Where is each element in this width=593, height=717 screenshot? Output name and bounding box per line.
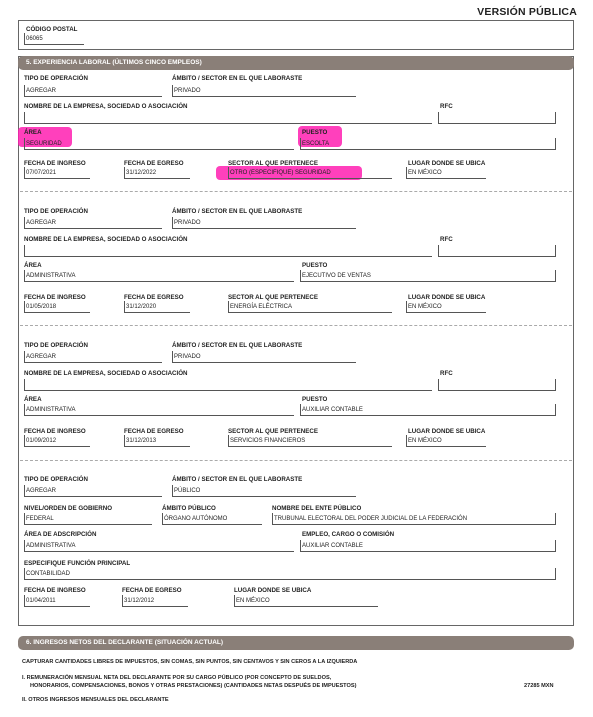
job2-area-label: ÁREA <box>24 262 42 269</box>
job1-ambito-label: ÁMBITO / SECTOR EN EL QUE LABORASTE <box>172 75 303 82</box>
job4-egreso-label: FECHA DE EGRESO <box>122 587 182 594</box>
job2-ambito-value: PRIVADO <box>174 220 201 226</box>
job1-sector-value: OTRO (ESPECIFIQUE) SEGURIDAD <box>230 170 331 176</box>
job1-empresa-label: NOMBRE DE LA EMPRESA, SOCIEDAD O ASOCIACIÓN <box>24 103 188 110</box>
job1-egreso-label: FECHA DE EGRESO <box>124 160 184 167</box>
job4-lugar-label: LUGAR DONDE SE UBICA <box>234 587 312 594</box>
job3-ambito-label: ÁMBITO / SECTOR EN EL QUE LABORASTE <box>172 342 303 349</box>
job4-ambito-label: ÁMBITO / SECTOR EN EL QUE LABORASTE <box>172 476 303 483</box>
job4-nivel-value: FEDERAL <box>26 516 54 522</box>
job3-sector-value: SERVICIOS FINANCIEROS <box>230 438 306 444</box>
job4-funcion-field[interactable] <box>24 568 556 580</box>
job4-funcion-label: ESPECIFIQUE FUNCIÓN PRINCIPAL <box>24 560 131 567</box>
job3-ingreso-value: 01/09/2012 <box>26 438 57 444</box>
job4-nivel-label: NIVEL/ORDEN DE GOBIERNO <box>24 505 113 512</box>
job1-ingreso-value: 07/07/2021 <box>26 170 57 176</box>
version-publica-label: VERSIÓN PÚBLICA <box>477 6 577 18</box>
job3-lugar-label: LUGAR DONDE SE UBICA <box>408 428 486 435</box>
section6-item1-line2: HONORARIOS, COMPENSACIONES, BONOS Y OTRAS PRESTACIONES) (CANTIDADES NETAS DESPUÉS DE IMPUESTOS) <box>30 683 357 689</box>
job2-rfc-label: RFC <box>440 236 453 243</box>
job2-lugar-label: LUGAR DONDE SE UBICA <box>408 294 486 301</box>
job4-lugar-value: EN MÉXICO <box>236 598 270 604</box>
job2-area-value: ADMINISTRATIVA <box>26 273 76 279</box>
job3-egreso-label: FECHA DE EGRESO <box>124 428 184 435</box>
job3-ingreso-label: FECHA DE INGRESO <box>24 428 86 435</box>
job1-area-label: ÁREA <box>24 129 42 136</box>
job4-ente-label: NOMBRE DEL ENTE PÚBLICO <box>272 505 362 512</box>
section6-item2: II. OTROS INGRESOS MENSUALES DEL DECLARANTE <box>22 697 169 703</box>
job-separator <box>20 460 572 461</box>
job4-tipo-label: TIPO DE OPERACIÓN <box>24 476 88 483</box>
job1-rfc-field[interactable] <box>438 112 556 124</box>
job3-area-label: ÁREA <box>24 396 42 403</box>
job2-sector-label: SECTOR AL QUE PERTENECE <box>228 294 318 301</box>
job1-empresa-field[interactable] <box>24 112 432 124</box>
job1-ambito-value: PRIVADO <box>174 88 201 94</box>
job1-lugar-value: EN MÉXICO <box>408 170 442 176</box>
job1-lugar-label: LUGAR DONDE SE UBICA <box>408 160 486 167</box>
job4-tipo-value: AGREGAR <box>26 488 57 494</box>
job3-puesto-label: PUESTO <box>302 396 328 403</box>
job1-tipo-value: AGREGAR <box>26 88 57 94</box>
job1-area-value: SEGURIDAD <box>26 141 62 147</box>
postal-code-label: CÓDIGO POSTAL <box>26 26 78 33</box>
job3-lugar-value: EN MÉXICO <box>408 438 442 444</box>
job4-adscripcion-label: ÁREA DE ADSCRIPCIÓN <box>24 531 97 538</box>
job1-puesto-label: PUESTO <box>302 129 328 136</box>
job1-tipo-label: TIPO DE OPERACIÓN <box>24 75 88 82</box>
job2-puesto-label: PUESTO <box>302 262 328 269</box>
job2-egreso-value: 31/12/2020 <box>126 304 157 310</box>
job2-tipo-label: TIPO DE OPERACIÓN <box>24 208 88 215</box>
job3-tipo-label: TIPO DE OPERACIÓN <box>24 342 88 349</box>
job2-puesto-value: EJECUTIVO DE VENTAS <box>302 273 371 279</box>
section6-item1-line1: I. REMUNERACIÓN MENSUAL NETA DEL DECLARANTE POR SU CARGO PÚBLICO (POR CONCEPTO DE SUELDOS, <box>22 675 332 681</box>
job3-egreso-value: 31/12/2013 <box>126 438 157 444</box>
job4-empleo-value: AUXILIAR CONTABLE <box>302 543 363 549</box>
job4-ente-value: TRUBUNAL ELECTORAL DEL PODER JUDICIAL DE LA FEDERACIÓN <box>274 516 468 522</box>
job2-egreso-label: FECHA DE EGRESO <box>124 294 184 301</box>
postal-code-frame <box>18 20 574 50</box>
job1-sector-label: SECTOR AL QUE PERTENECE <box>228 160 318 167</box>
job4-ingreso-value: 01/04/2011 <box>26 598 56 604</box>
job4-empleo-label: EMPLEO, CARGO O COMISIÓN <box>302 531 395 538</box>
job4-ambito-value: PÚBLICO <box>174 488 201 494</box>
job4-adscripcion-value: ADMINISTRATIVA <box>26 543 76 549</box>
job2-empresa-field[interactable] <box>24 245 432 257</box>
job1-puesto-value: ESCOLTA <box>302 141 330 147</box>
job-separator <box>20 191 572 192</box>
job3-puesto-value: AUXILIAR CONTABLE <box>302 407 363 413</box>
job4-ambito-publico-value: ÓRGANO AUTÓNOMO <box>164 516 228 522</box>
job2-ingreso-value: 01/05/2018 <box>26 304 57 310</box>
job2-rfc-field[interactable] <box>438 245 556 257</box>
job4-ambito-publico-label: ÁMBITO PÚBLICO <box>162 505 216 512</box>
job2-tipo-value: AGREGAR <box>26 220 57 226</box>
section6-note: CAPTURAR CANTIDADES LIBRES DE IMPUESTOS, SIN COMAS, SIN PUNTOS, SIN CENTAVOS Y SIN CEROS A LA IZQUIERDA <box>22 659 358 665</box>
job3-area-value: ADMINISTRATIVA <box>26 407 76 413</box>
job-separator <box>20 325 572 326</box>
job4-ingreso-label: FECHA DE INGRESO <box>24 587 86 594</box>
section5-header: 5. EXPERIENCIA LABORAL (ÚLTIMOS CINCO EMPLEOS) <box>18 56 574 70</box>
job4-egreso-value: 31/12/2012 <box>124 598 155 604</box>
postal-code-value: 06065 <box>26 36 43 42</box>
job3-empresa-field[interactable] <box>24 379 432 391</box>
job2-ambito-label: ÁMBITO / SECTOR EN EL QUE LABORASTE <box>172 208 303 215</box>
section6-header: 6. INGRESOS NETOS DEL DECLARANTE (SITUACIÓN ACTUAL) <box>18 636 574 650</box>
job3-ambito-value: PRIVADO <box>174 354 201 360</box>
job1-area-field[interactable] <box>24 138 294 150</box>
job1-egreso-value: 31/12/2022 <box>126 170 157 176</box>
job1-rfc-label: RFC <box>440 103 453 110</box>
job3-sector-label: SECTOR AL QUE PERTENECE <box>228 428 318 435</box>
job4-funcion-value: CONTABILIDAD <box>26 571 70 577</box>
job2-sector-value: ENERGÍA ELÉCTRICA <box>230 304 293 310</box>
job2-lugar-value: EN MÉXICO <box>408 304 442 310</box>
job2-ingreso-label: FECHA DE INGRESO <box>24 294 86 301</box>
job3-rfc-label: RFC <box>440 370 453 377</box>
job1-puesto-field[interactable] <box>300 138 556 150</box>
job3-empresa-label: NOMBRE DE LA EMPRESA, SOCIEDAD O ASOCIACIÓN <box>24 370 188 377</box>
job2-empresa-label: NOMBRE DE LA EMPRESA, SOCIEDAD O ASOCIACIÓN <box>24 236 188 243</box>
job3-tipo-value: AGREGAR <box>26 354 57 360</box>
job1-ingreso-label: FECHA DE INGRESO <box>24 160 86 167</box>
job3-rfc-field[interactable] <box>438 379 556 391</box>
section6-item1-amount: 27285 MXN <box>524 683 554 689</box>
